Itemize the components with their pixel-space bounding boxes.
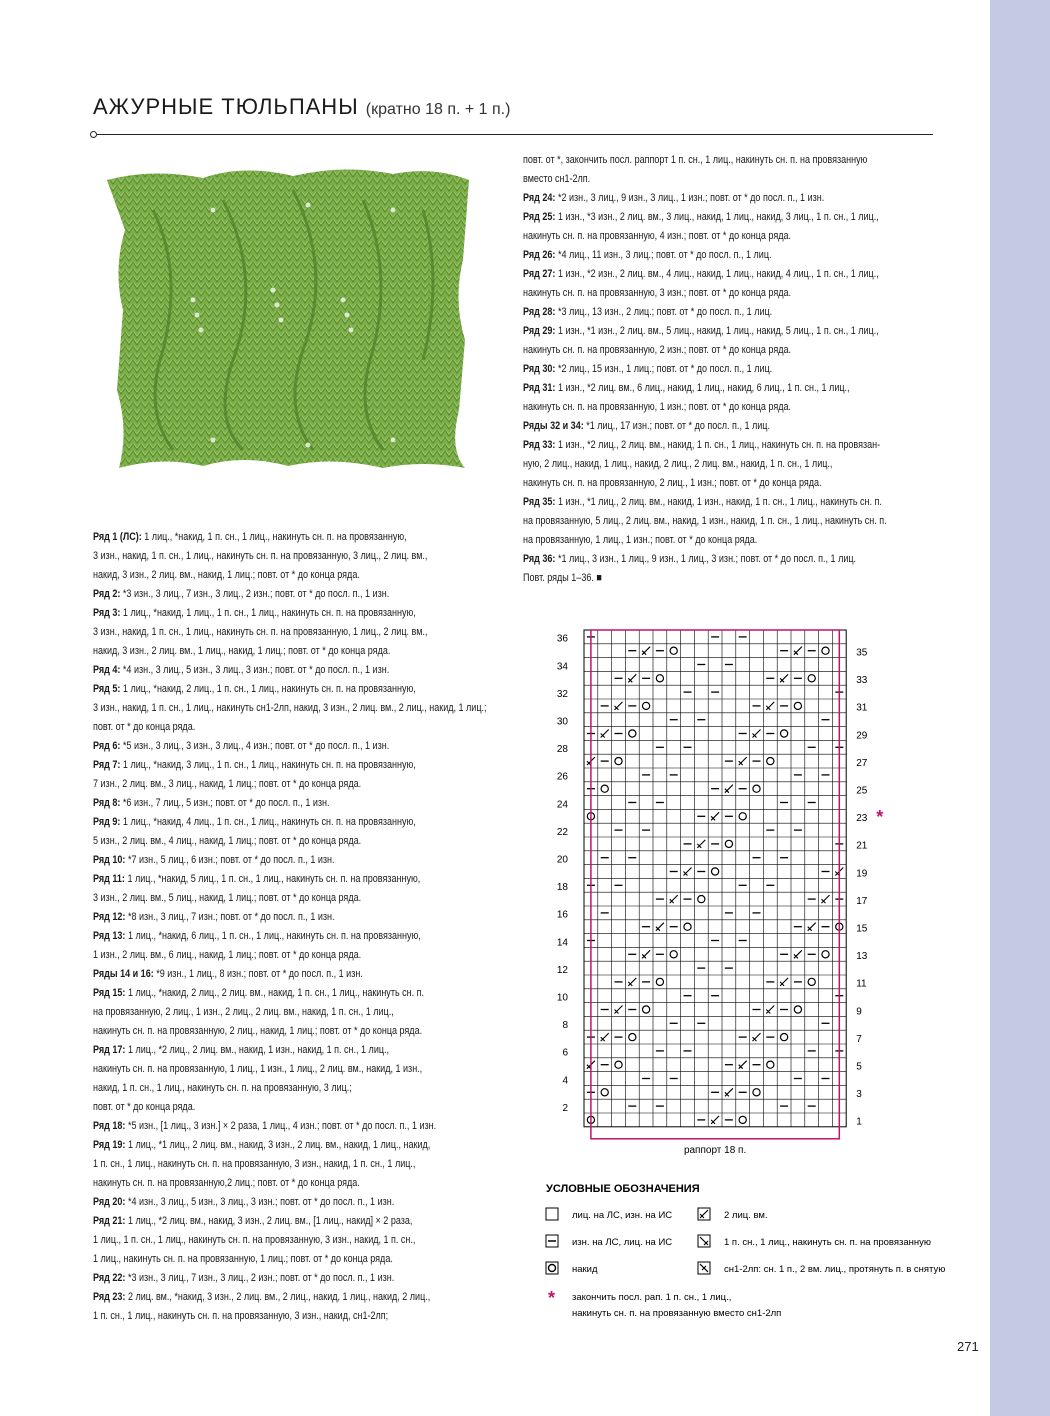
row-text: 1 лиц., *накид, 4 лиц., 1 п. сн., 1 лиц., накинуть сн. п. на провязанную, (120, 816, 416, 828)
row-label: Ряд 29: (523, 325, 556, 337)
instruction-line (93, 756, 487, 775)
row-number-right: 9 (856, 1006, 862, 1018)
row-text: 1 лиц., накинуть сн. п. на провязанную, 1 лиц.; повт. от * до конца ряда. (93, 1253, 393, 1265)
instruction-line (93, 1193, 487, 1212)
instruction-line (93, 1098, 487, 1117)
row-text: *4 лиц., 11 изн., 3 лиц.; повт. от * до посл. п., 1 лиц. (555, 249, 772, 261)
row-text: 3 изн., накид, 1 п. сн., 1 лиц., накинуть сн. п. на провязанную, 1 лиц., 2 лиц. вм., (93, 626, 428, 638)
instruction-line (523, 379, 887, 398)
row-text: 1 лиц., 1 п. сн., 1 лиц., накинуть сн. п. на провязанную, 3 изн., накид, 1 п. сн., (93, 1234, 416, 1246)
row-text: накинуть сн. п. на провязанную, 2 лиц., накид, 1 лиц.; повт. от * до конца ряда. (93, 1025, 423, 1037)
row-text: *5 изн., [1 лиц., 3 изн.] × 2 раза, 1 лиц., 4 изн.; повт. от * до посл. п., 1 изн. (125, 1120, 437, 1132)
row-text: 1 лиц., *накид, 1 лиц., 1 п. сн., 1 лиц., накинуть сн. п. на провязанную, (120, 607, 416, 619)
row-number-left: 10 (556, 992, 568, 1004)
row-number-left: 22 (556, 826, 568, 838)
row-label: Ряд 28: (523, 306, 556, 318)
row-number-right: 7 (856, 1033, 862, 1045)
instruction-line (93, 623, 487, 642)
row-number-left: 12 (556, 964, 568, 976)
legend-title: УСЛОВНЫЕ ОБОЗНАЧЕНИЯ (546, 1183, 700, 1195)
legend-note-line1: закончить посл. рап. 1 п. сн., 1 лиц., (572, 1292, 732, 1303)
row-text: Повт. ряды 1–36. ■ (523, 572, 602, 584)
instruction-line (93, 775, 487, 794)
page-title (93, 94, 510, 120)
row-number-left: 24 (556, 799, 568, 811)
legend-item-k2tog (698, 1208, 768, 1221)
instruction-line (523, 151, 887, 170)
row-number-left: 2 (562, 1102, 568, 1114)
row-number-left: 20 (556, 854, 568, 866)
row-text: 1 изн., *2 лиц., 2 лиц. вм., накид, 1 п. сн., 1 лиц., накинуть сн. п. на провязан- (555, 439, 881, 451)
row-text: накинуть сн. п. на провязанную,2 лиц.; повт. от * до конца ряда. (93, 1177, 360, 1189)
legend-item-cdd (698, 1262, 945, 1275)
row-label: Ряд 33: (523, 439, 556, 451)
row-text: накинуть сн. п. на провязанную, 2 лиц., 1 изн.; повт. от * до конца ряда. (523, 477, 822, 489)
instruction-line (523, 208, 887, 227)
legend-item-ssk (698, 1235, 931, 1248)
instruction-line (93, 718, 487, 737)
instruction-line (93, 908, 487, 927)
instruction-line (93, 1269, 487, 1288)
instruction-line (93, 1117, 487, 1136)
row-text: 5 изн., 2 лиц. вм., 4 лиц., накид, 1 лиц.; повт. от * до конца ряда. (93, 835, 362, 847)
empty-square-icon (546, 1208, 558, 1220)
row-text: накид, 1 п. сн., 1 лиц., накинуть сн. п. на провязанную, 3 лиц.; (93, 1082, 352, 1094)
row-text: 3 изн., накид, 1 п. сн., 1 лиц., накинуть сн. п. на провязанную, 3 лиц., 2 лиц. вм., (93, 550, 428, 562)
legend-item-knit (546, 1208, 672, 1221)
row-number-left: 26 (556, 771, 568, 783)
row-text: *4 изн., 3 лиц., 5 изн., 3 лиц., 3 изн.; повт. от * до посл. п., 1 изн. (120, 664, 390, 676)
row-text: 1 лиц., *2 лиц. вм., накид, 3 изн., 2 лиц. вм., [1 лиц., накид] × 2 раза, (125, 1215, 413, 1227)
row-number-left: 36 (556, 633, 568, 645)
row-number-left: 30 (556, 716, 568, 728)
row-label: Ряд 23: (93, 1291, 126, 1303)
repeat-label: раппорт 18 п. (683, 1144, 747, 1156)
row-label: Ряд 35: (523, 496, 556, 508)
row-label: Ряд 11: (93, 873, 125, 885)
row-label: Ряд 21: (93, 1215, 126, 1227)
title-main: АЖУРНЫЕ ТЮЛЬПАНЫ (93, 94, 359, 119)
instruction-line (523, 493, 887, 512)
row-text: *4 изн., 3 лиц., 5 изн., 3 лиц., 3 изн.; повт. от * до посл. п., 1 изн. (125, 1196, 395, 1208)
instruction-line (523, 436, 887, 455)
instruction-line (93, 851, 487, 870)
row-text: повт. от * до конца ряда. (93, 1101, 196, 1113)
row-label: Ряд 6: (93, 740, 121, 752)
row-number-right: 31 (856, 702, 868, 714)
instruction-line (93, 1288, 487, 1307)
row-number-right: 17 (856, 895, 868, 907)
row-text: накинуть сн. п. на провязанную, 4 изн.; повт. от * до конца ряда. (523, 230, 792, 242)
instruction-line (93, 585, 487, 604)
instruction-line (93, 1060, 487, 1079)
legend-label: лиц. на ЛС, изн. на ИС (572, 1210, 673, 1221)
instruction-line (523, 303, 887, 322)
row-text: *3 лиц., 13 изн., 2 лиц.; повт. от * до посл. п., 1 лиц. (555, 306, 773, 318)
row-label: Ряд 10: (93, 854, 126, 866)
row-label: Ряд 26: (523, 249, 556, 261)
instruction-line (93, 946, 487, 965)
row-text: *3 изн., 3 лиц., 7 изн., 3 лиц., 2 изн.; повт. от * до посл. п., 1 изн. (120, 588, 390, 600)
row-number-right: 15 (856, 923, 868, 935)
row-label: Ряд 7: (93, 759, 121, 771)
row-text: накинуть сн. п. на провязанную, 3 изн.; повт. от * до конца ряда. (523, 287, 792, 299)
row-text: 1 лиц., *накид, 6 лиц., 1 п. сн., 1 лиц., накинуть сн. п. на провязанную, (125, 930, 421, 942)
row-label: Ряд 1 (ЛС): (93, 531, 142, 543)
row-text: накинуть сн. п. на провязанную, 1 лиц., 1 изн., 1 лиц., 2 лиц. вм., накид, 1 изн., (93, 1063, 423, 1075)
row-text: 3 изн., накид, 1 п. сн., 1 лиц., накинуть сн1-2лп, накид, 3 изн., 2 лиц. вм., 2 лиц., накид, 1 лиц.; (93, 702, 487, 714)
instruction-line (93, 1307, 487, 1326)
row-text: 1 п. сн., 1 лиц., накинуть сн. п. на провязанную, 3 изн., накид, сн1-2лп; (93, 1310, 389, 1322)
row-text: накид, 3 изн., 2 лиц. вм., накид, 1 лиц.; повт. от * до конца ряда. (93, 569, 360, 581)
row-number-left: 18 (556, 882, 568, 894)
row-number-right: 27 (856, 757, 868, 769)
instruction-line (93, 813, 487, 832)
row-text: 1 изн., *3 изн., 2 лиц. вм., 3 лиц., накид, 1 лиц., накид, 3 лиц., 1 п. сн., 1 лиц., (555, 211, 879, 223)
row-label: Ряд 9: (93, 816, 121, 828)
row-text: *2 лиц., 15 изн., 1 лиц.; повт. от * до посл. п., 1 лиц. (555, 363, 773, 375)
instruction-line (523, 474, 887, 493)
row-text: *1 лиц., 3 изн., 1 лиц., 9 изн., 1 лиц., 3 изн.; повт. от * до посл. п., 1 лиц. (555, 553, 857, 565)
row-number-left: 32 (556, 688, 568, 700)
instruction-line (93, 1022, 487, 1041)
instruction-line (93, 699, 487, 718)
row-number-right: 5 (856, 1061, 862, 1073)
row-number-right: 3 (856, 1089, 862, 1101)
instructions-left-column (93, 528, 487, 1326)
instruction-line (93, 737, 487, 756)
instruction-line (523, 512, 887, 531)
row-text: 2 лиц. вм., *накид, 3 изн., 2 лиц. вм., 2 лиц., накид, 1 лиц., накид, 2 лиц., (125, 1291, 431, 1303)
title-subtitle: (кратно 18 п. + 1 п.) (365, 101, 511, 118)
instruction-line (523, 531, 887, 550)
knitted-swatch-image (93, 150, 483, 502)
row-text: на провязанную, 1 лиц., 1 изн.; повт. от * до конца ряда. (523, 534, 758, 546)
instruction-line (93, 1250, 487, 1269)
row-label: Ряд 2: (93, 588, 121, 600)
row-text: 1 изн., 2 лиц. вм., 6 лиц., накид, 1 лиц.; повт. от * до конца ряда. (93, 949, 362, 961)
instruction-line (93, 1079, 487, 1098)
page-number: 271 (957, 1339, 979, 1354)
instruction-line (93, 889, 487, 908)
legend-label: сн1-2лп: сн. 1 п., 2 вм. лиц., протянуть п. в снятую (724, 1264, 946, 1275)
instruction-line (523, 417, 887, 436)
title-rule-dot (90, 131, 97, 138)
instruction-line (93, 1003, 487, 1022)
row-text: 1 лиц., *накид, 3 лиц., 1 п. сн., 1 лиц., накинуть сн. п. на провязанную, (120, 759, 416, 771)
row-text: 1 лиц., *1 лиц., 2 лиц. вм., накид, 3 изн., 2 лиц. вм., накид, 1 лиц., накид, (125, 1139, 431, 1151)
legend-label: изн. на ЛС, лиц. на ИС (572, 1237, 673, 1248)
row-number-right: 1 (856, 1116, 862, 1128)
row-text: накинуть сн. п. на провязанную, 2 изн.; повт. от * до конца ряда. (523, 344, 792, 356)
instruction-line (523, 170, 887, 189)
row-number-left: 34 (556, 661, 568, 673)
row-number-right: 21 (856, 840, 868, 852)
row-text: *2 изн., 3 лиц., 9 изн., 3 лиц., 1 изн.; повт. от * до посл. п., 1 изн. (555, 192, 825, 204)
chart-grid (540, 620, 884, 1156)
row-label: Ряд 19: (93, 1139, 126, 1151)
instruction-line (523, 322, 887, 341)
row-number-right: 29 (856, 730, 868, 742)
legend-note-line2: накинуть сн. п. на провязанную вместо сн1-2лп (572, 1308, 782, 1319)
row-label: Ряд 3: (93, 607, 121, 619)
row-label: Ряды 32 и 34: (523, 420, 584, 432)
row-number-left: 6 (562, 1047, 568, 1059)
legend (540, 1180, 960, 1330)
row-label: Ряд 13: (93, 930, 126, 942)
row-text: *1 лиц., 17 изн.; повт. от * до посл. п., 1 лиц. (583, 420, 770, 432)
side-color-strip (990, 0, 1050, 1416)
row-label: Ряд 4: (93, 664, 121, 676)
instruction-line (523, 360, 887, 379)
instruction-line (93, 547, 487, 566)
row-label: Ряд 24: (523, 192, 556, 204)
row-number-left: 4 (562, 1075, 568, 1087)
instruction-line (93, 1136, 487, 1155)
instruction-line (93, 1155, 487, 1174)
row-number-right: 13 (856, 951, 868, 963)
legend-item-yo (546, 1262, 598, 1275)
instruction-line (93, 965, 487, 984)
row-23-asterisk-icon: * (876, 807, 884, 828)
row-text: ную, 2 лиц., накид, 1 лиц., накид, 2 лиц., 2 лиц. вм., накид, 1 п. сн., 1 лиц., (523, 458, 833, 470)
row-label: Ряд 20: (93, 1196, 126, 1208)
row-label: Ряд 25: (523, 211, 556, 223)
row-number-left: 28 (556, 744, 568, 756)
row-label: Ряд 30: (523, 363, 556, 375)
row-number-right: 19 (856, 868, 868, 880)
row-text: на провязанную, 2 лиц., 1 изн., 2 лиц., 2 лиц. вм., накид, 1 п. сн., 1 лиц., (93, 1006, 394, 1018)
instruction-line (523, 246, 887, 265)
row-label: Ряд 12: (93, 911, 126, 923)
row-text: 1 изн., *2 изн., 2 лиц. вм., 4 лиц., накид, 1 лиц., накид, 4 лиц., 1 п. сн., 1 лиц., (555, 268, 879, 280)
row-text: *7 изн., 5 лиц., 6 изн.; повт. от * до посл. п., 1 изн. (125, 854, 335, 866)
instruction-line (523, 189, 887, 208)
instruction-line (523, 265, 887, 284)
row-label: Ряд 5: (93, 683, 121, 695)
row-text: *8 изн., 3 лиц., 7 изн.; повт. от * до посл. п., 1 изн. (125, 911, 335, 923)
row-label: Ряд 31: (523, 382, 556, 394)
row-text: повт. от *, закончить посл. раппорт 1 п. сн., 1 лиц., накинуть сн. п. на провязанную (523, 154, 868, 166)
row-number-right: 33 (856, 675, 868, 687)
instruction-line (93, 1212, 487, 1231)
row-number-left: 14 (556, 937, 568, 949)
row-label: Ряд 27: (523, 268, 556, 280)
row-text: *5 изн., 3 лиц., 3 изн., 3 лиц., 4 изн.; повт. от * до посл. п., 1 изн. (120, 740, 390, 752)
note-asterisk-icon: * (548, 1288, 556, 1308)
instruction-line (93, 1231, 487, 1250)
row-label: Ряд 22: (93, 1272, 126, 1284)
instruction-line (93, 870, 487, 889)
knitting-chart (540, 620, 884, 1156)
row-number-right: 25 (856, 785, 868, 797)
instruction-line (523, 569, 887, 588)
instruction-line (523, 398, 887, 417)
instruction-line (93, 794, 487, 813)
row-label: Ряд 8: (93, 797, 121, 809)
row-text: *6 изн., 7 лиц., 5 изн.; повт. от * до посл. п., 1 изн. (120, 797, 330, 809)
instruction-line (523, 341, 887, 360)
instruction-line (93, 1041, 487, 1060)
instructions-right-column (523, 151, 887, 588)
instruction-line (93, 984, 487, 1003)
row-text: накид, 3 изн., 2 лиц. вм., 1 лиц., накид, 1 лиц.; повт. от * до конца ряда. (93, 645, 391, 657)
row-text: 1 изн., *1 изн., 2 лиц. вм., 5 лиц., накид, 1 лиц., накид, 5 лиц., 1 п. сн., 1 лиц., (555, 325, 879, 337)
instruction-line (93, 642, 487, 661)
instruction-line (93, 832, 487, 851)
row-number-right: 11 (856, 978, 867, 990)
row-text: накинуть сн. п. на провязанную, 1 изн.; повт. от * до конца ряда. (523, 401, 792, 413)
instruction-line (93, 661, 487, 680)
row-label: Ряды 14 и 16: (93, 968, 154, 980)
row-text: повт. от * до конца ряда. (93, 721, 196, 733)
row-text: 1 изн., *2 лиц. вм., 6 лиц., накид, 1 лиц., накид, 6 лиц., 1 п. сн., 1 лиц., (555, 382, 850, 394)
row-text: *3 изн., 3 лиц., 7 изн., 3 лиц., 2 изн.; повт. от * до посл. п., 1 изн. (125, 1272, 395, 1284)
row-text: 1 лиц., *накид, 5 лиц., 1 п. сн., 1 лиц., накинуть сн. п. на провязанную, (124, 873, 421, 885)
row-text: 1 лиц., *накид, 2 лиц., 2 лиц. вм., накид, 1 п. сн., 1 лиц., накинуть сн. п. (125, 987, 425, 999)
row-label: Ряд 36: (523, 553, 556, 565)
instruction-line (93, 528, 487, 547)
legend-label: накид (572, 1264, 598, 1275)
legend-label: 2 лиц. вм. (724, 1210, 768, 1221)
row-number-right: 23 (856, 813, 868, 825)
row-text: *9 изн., 1 лиц., 8 изн.; повт. от * до посл. п., 1 изн. (153, 968, 363, 980)
instruction-line (93, 1174, 487, 1193)
row-text: вместо сн1-2лп. (523, 173, 591, 185)
row-label: Ряд 18: (93, 1120, 126, 1132)
row-text: 3 изн., 2 лиц. вм., 5 лиц., накид, 1 лиц.; повт. от * до конца ряда. (93, 892, 362, 904)
instruction-line (523, 455, 887, 474)
instruction-line (93, 927, 487, 946)
instruction-line (93, 680, 487, 699)
row-text: на провязанную, 5 лиц., 2 лиц. вм., накид, 1 изн., накид, 1 п. сн., 1 лиц., накинуть сн. п. (523, 515, 887, 527)
instruction-line (523, 550, 887, 569)
row-text: 1 лиц., *накид, 1 п. сн., 1 лиц., накинуть сн. п. на провязанную, (141, 531, 407, 543)
row-text: 1 п. сн., 1 лиц., накинуть сн. п. на провязанную, 3 изн., накид, 1 п. сн., 1 лиц., (93, 1158, 416, 1170)
row-number-right: 35 (856, 647, 868, 659)
row-number-left: 8 (562, 1020, 568, 1032)
instruction-line (523, 227, 887, 246)
row-text: 1 лиц., *накид, 2 лиц., 1 п. сн., 1 лиц., накинуть сн. п. на провязанную, (120, 683, 416, 695)
row-label: Ряд 15: (93, 987, 126, 999)
row-text: 1 лиц., *2 лиц., 2 лиц. вм., накид, 1 изн., накид, 1 п. сн., 1 лиц., (125, 1044, 390, 1056)
row-number-left: 16 (556, 909, 568, 921)
row-label: Ряд 17: (93, 1044, 126, 1056)
instruction-line (93, 604, 487, 623)
legend-label: 1 п. сн., 1 лиц., накинуть сн. п. на провязанную (724, 1237, 931, 1248)
legend-item-purl (546, 1235, 672, 1248)
row-text: 1 изн., *1 лиц., 2 лиц. вм., накид, 1 изн., накид, 1 п. сн., 1 лиц., накинуть сн. п. (555, 496, 882, 508)
row-text: 7 изн., 2 лиц. вм., 3 лиц., накид, 1 лиц.; повт. от * до конца ряда. (93, 778, 362, 790)
title-rule (93, 134, 933, 135)
instruction-line (523, 284, 887, 303)
instruction-line (93, 566, 487, 585)
